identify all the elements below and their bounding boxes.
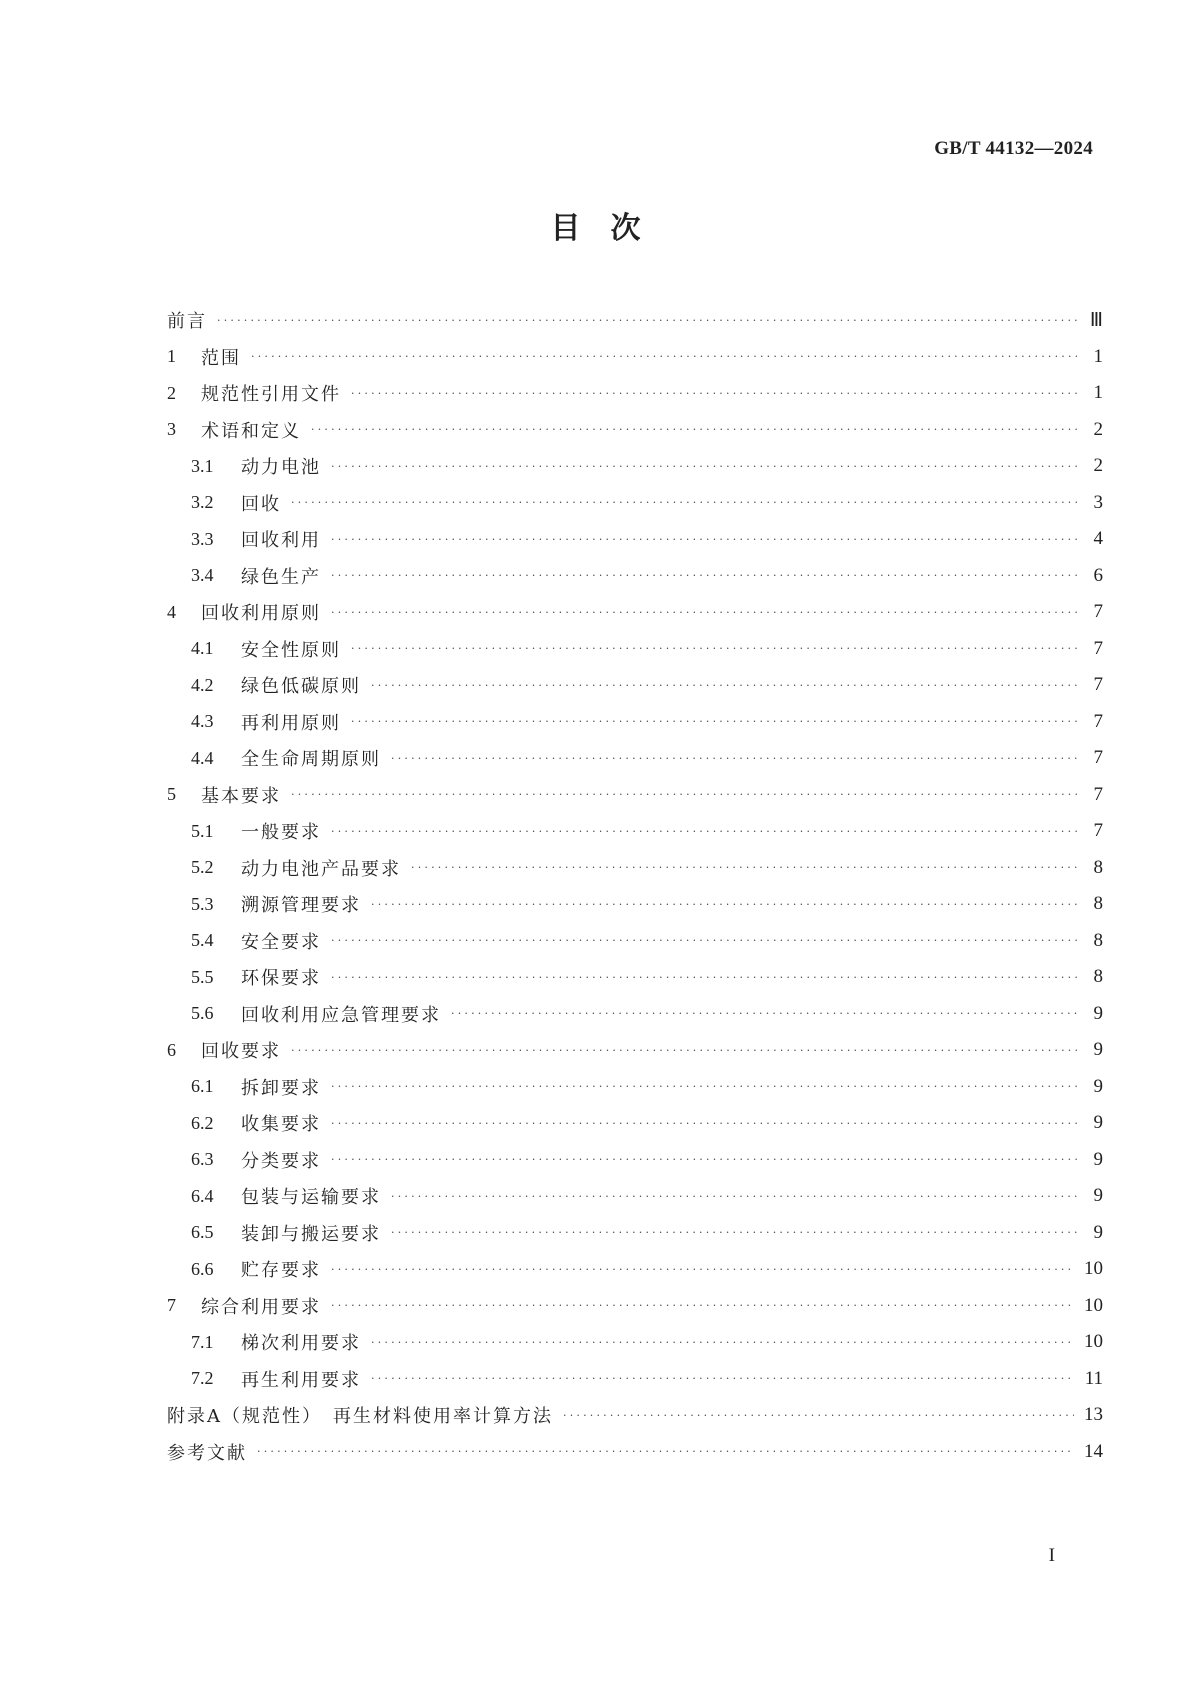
- toc-entry-title: 前言: [167, 311, 207, 333]
- toc-entry-number: 5.3: [191, 893, 214, 914]
- toc-entry[interactable]: [167, 302, 1103, 339]
- toc-entry-page: 10: [1084, 1331, 1103, 1353]
- toc-entry-page: 7: [1093, 674, 1103, 696]
- toc-entry-page: 3: [1093, 491, 1103, 513]
- toc-entry[interactable]: [167, 996, 1103, 1033]
- toc-entry-number: 4.1: [191, 638, 214, 659]
- page-number: I: [1048, 1545, 1055, 1566]
- toc-entry-page: 9: [1093, 1221, 1103, 1243]
- toc-entry-number: 6: [167, 1039, 176, 1060]
- toc-entry[interactable]: [167, 412, 1103, 449]
- toc-leader-dots: [331, 1263, 1074, 1276]
- toc-entry[interactable]: [167, 1215, 1103, 1252]
- toc-entry-title: 再利用原则: [241, 712, 341, 734]
- toc-entry[interactable]: [167, 1324, 1103, 1361]
- toc-entry[interactable]: [167, 886, 1103, 923]
- toc-leader-dots: [291, 1044, 1079, 1057]
- toc-entry-title: 基本要求: [201, 785, 281, 807]
- toc-entry-title: 综合利用要求: [201, 1296, 321, 1318]
- toc-entry[interactable]: [167, 1032, 1103, 1069]
- toc-leader-dots: [371, 679, 1079, 692]
- toc-leader-dots: [391, 1190, 1079, 1203]
- toc-entry-page: 11: [1084, 1367, 1103, 1389]
- toc-leader-dots: [331, 606, 1079, 619]
- toc-entry-number: 3: [167, 419, 176, 440]
- toc-entry-number: 2: [167, 382, 176, 403]
- toc-entry-page: 1: [1093, 382, 1103, 404]
- toc-leader-dots: [351, 387, 1079, 400]
- toc-entry-page: 9: [1093, 1185, 1103, 1207]
- toc-entry[interactable]: [167, 850, 1103, 887]
- toc-entry-number: 1: [167, 346, 176, 367]
- toc-entry-title: 再生利用要求: [241, 1369, 361, 1391]
- toc-entry-title: 拆卸要求: [241, 1077, 321, 1099]
- toc-leader-dots: [351, 715, 1079, 728]
- toc-entry-page: 10: [1084, 1294, 1103, 1316]
- toc-entry[interactable]: [167, 1142, 1103, 1179]
- toc-entry[interactable]: [167, 813, 1103, 850]
- toc-entry-number: 7.2: [191, 1368, 214, 1389]
- toc-entry-title: 全生命周期原则: [241, 749, 381, 771]
- toc-entry[interactable]: [167, 1178, 1103, 1215]
- toc-entry-title: 动力电池: [241, 457, 321, 479]
- toc-entry[interactable]: [167, 1251, 1103, 1288]
- toc-entry-title: 溯源管理要求: [241, 895, 361, 917]
- toc-entry-title: 装卸与搬运要求: [241, 1223, 381, 1245]
- toc-entry[interactable]: [167, 777, 1103, 814]
- toc-entry-page: 10: [1084, 1258, 1103, 1280]
- toc-entry-number: 6.4: [191, 1185, 214, 1206]
- toc-entry-number: 3.1: [191, 455, 214, 476]
- toc-entry-title: 分类要求: [241, 1150, 321, 1172]
- toc-leader-dots: [257, 1445, 1074, 1458]
- toc-entry-number: 6.6: [191, 1258, 214, 1279]
- toc-leader-dots: [331, 569, 1079, 582]
- toc-entry-page: 2: [1093, 418, 1103, 440]
- toc-entry[interactable]: [167, 1288, 1103, 1325]
- toc-entry-number: 5.2: [191, 857, 214, 878]
- toc-leader-dots: [331, 460, 1079, 473]
- toc-entry-number: 3.4: [191, 565, 214, 586]
- toc-entry-number: 3.3: [191, 528, 214, 549]
- toc-leader-dots: [411, 861, 1079, 874]
- toc-entry-title: 回收利用原则: [201, 603, 321, 625]
- toc-entry[interactable]: [167, 594, 1103, 631]
- toc-entry-page: 7: [1093, 637, 1103, 659]
- toc-leader-dots: [331, 1080, 1079, 1093]
- toc-entry-page: 1: [1093, 345, 1103, 367]
- toc-entry-page: 4: [1093, 528, 1103, 550]
- toc-leader-dots: [331, 1153, 1079, 1166]
- toc-entry-title: 梯次利用要求: [241, 1333, 361, 1355]
- toc-entry[interactable]: [167, 704, 1103, 741]
- toc-entry-title: 绿色生产: [241, 566, 321, 588]
- toc-leader-dots: [451, 1007, 1079, 1020]
- toc-entry-title: 收集要求: [241, 1114, 321, 1136]
- toc-leader-dots: [291, 496, 1079, 509]
- toc-entry-title: 回收利用: [241, 530, 321, 552]
- toc-leader-dots: [331, 1117, 1079, 1130]
- toc-leader-dots: [371, 1372, 1075, 1385]
- toc-entry-title: 贮存要求: [241, 1260, 321, 1282]
- toc-entry-title: 回收: [241, 493, 281, 515]
- toc-leader-dots: [371, 898, 1079, 911]
- toc-entry[interactable]: [167, 667, 1103, 704]
- toc-entry-title: 附录A（规范性） 再生材料使用率计算方法: [167, 1406, 553, 1428]
- toc-entry-page: 8: [1093, 893, 1103, 915]
- toc-entry-title: 动力电池产品要求: [241, 858, 401, 880]
- toc-entry[interactable]: [167, 448, 1103, 485]
- toc-entry[interactable]: [167, 923, 1103, 960]
- toc-entry-page: 9: [1093, 1148, 1103, 1170]
- toc-entry[interactable]: [167, 631, 1103, 668]
- toc-entry-number: 4: [167, 601, 176, 622]
- toc-entry-page: 6: [1093, 564, 1103, 586]
- toc-entry[interactable]: [167, 521, 1103, 558]
- toc-entry-page: Ⅲ: [1089, 309, 1103, 331]
- toc-entry[interactable]: [167, 375, 1103, 412]
- toc-entry-number: 7: [167, 1295, 176, 1316]
- toc-entry-title: 绿色低碳原则: [241, 676, 361, 698]
- toc-entry-title: 参考文献: [167, 1442, 247, 1464]
- toc-entry[interactable]: [167, 740, 1103, 777]
- toc-leader-dots: [563, 1409, 1074, 1422]
- toc-entry-number: 6.3: [191, 1149, 214, 1170]
- toc-entry-page: 14: [1084, 1440, 1103, 1462]
- toc-entry[interactable]: [167, 959, 1103, 996]
- toc-leader-dots: [331, 971, 1079, 984]
- toc-entry-title: 规范性引用文件: [201, 384, 341, 406]
- toc-entry-number: 4.3: [191, 711, 214, 732]
- toc-leader-dots: [331, 934, 1079, 947]
- toc-entry-number: 6.5: [191, 1222, 214, 1243]
- toc-entry[interactable]: [167, 558, 1103, 595]
- toc-entry-number: 5.6: [191, 1003, 214, 1024]
- toc-entry-page: 7: [1093, 820, 1103, 842]
- toc-leader-dots: [391, 752, 1079, 765]
- toc-entry-page: 7: [1093, 710, 1103, 732]
- toc-entry[interactable]: [167, 339, 1103, 376]
- toc-leader-dots: [391, 1226, 1079, 1239]
- toc-entry-title: 包装与运输要求: [241, 1187, 381, 1209]
- toc-entry-page: 7: [1093, 601, 1103, 623]
- toc-entry-page: 13: [1084, 1404, 1103, 1426]
- toc-entry-page: 8: [1093, 856, 1103, 878]
- toc-leader-dots: [291, 788, 1079, 801]
- toc-entry-page: 9: [1093, 1002, 1103, 1024]
- toc-entry-page: 9: [1093, 1039, 1103, 1061]
- toc-entry-title: 安全性原则: [241, 639, 341, 661]
- toc-entry-title: 术语和定义: [201, 420, 301, 442]
- toc-entry-number: 6.1: [191, 1076, 214, 1097]
- toc-entry-number: 5.4: [191, 930, 214, 951]
- toc-entry[interactable]: [167, 1361, 1103, 1398]
- toc-leader-dots: [351, 642, 1079, 655]
- toc-entry-number: 6.2: [191, 1112, 214, 1133]
- toc-entry-page: 9: [1093, 1075, 1103, 1097]
- toc-leader-dots: [331, 825, 1079, 838]
- toc-entry-page: 8: [1093, 929, 1103, 951]
- toc-leader-dots: [371, 1336, 1074, 1349]
- toc-entry-number: 7.1: [191, 1331, 214, 1352]
- toc-entry[interactable]: [167, 1069, 1103, 1106]
- toc-entry-title: 安全要求: [241, 931, 321, 953]
- toc-entry-page: 9: [1093, 1112, 1103, 1134]
- toc-entry-page: 2: [1093, 455, 1103, 477]
- toc-leader-dots: [217, 314, 1079, 327]
- toc-entry[interactable]: [167, 1105, 1103, 1142]
- toc-entry-page: 7: [1093, 783, 1103, 805]
- toc-entry-number: 5: [167, 784, 176, 805]
- toc-entry-number: 3.2: [191, 492, 214, 513]
- toc-leader-dots: [311, 423, 1079, 436]
- toc-entry-title: 一般要求: [241, 822, 321, 844]
- toc-entry-title: 回收利用应急管理要求: [241, 1004, 441, 1026]
- toc-heading: 目 次: [550, 211, 641, 246]
- toc-leader-dots: [331, 533, 1079, 546]
- toc-entry[interactable]: [167, 1434, 1103, 1471]
- toc-leader-dots: [251, 350, 1079, 363]
- table-of-contents: [167, 302, 1103, 1470]
- toc-entry-title: 回收要求: [201, 1041, 281, 1063]
- toc-entry-number: 4.2: [191, 674, 214, 695]
- toc-entry[interactable]: [167, 1397, 1103, 1434]
- toc-entry-number: 5.1: [191, 820, 214, 841]
- toc-entry-title: 范围: [201, 347, 241, 369]
- toc-entry-page: 7: [1093, 747, 1103, 769]
- toc-entry[interactable]: [167, 485, 1103, 522]
- toc-entry-title: 环保要求: [241, 968, 321, 990]
- toc-entry-number: 5.5: [191, 966, 214, 987]
- toc-leader-dots: [331, 1299, 1074, 1312]
- toc-entry-page: 8: [1093, 966, 1103, 988]
- toc-entry-number: 4.4: [191, 747, 214, 768]
- standard-code: GB/T 44132—2024: [934, 138, 1093, 159]
